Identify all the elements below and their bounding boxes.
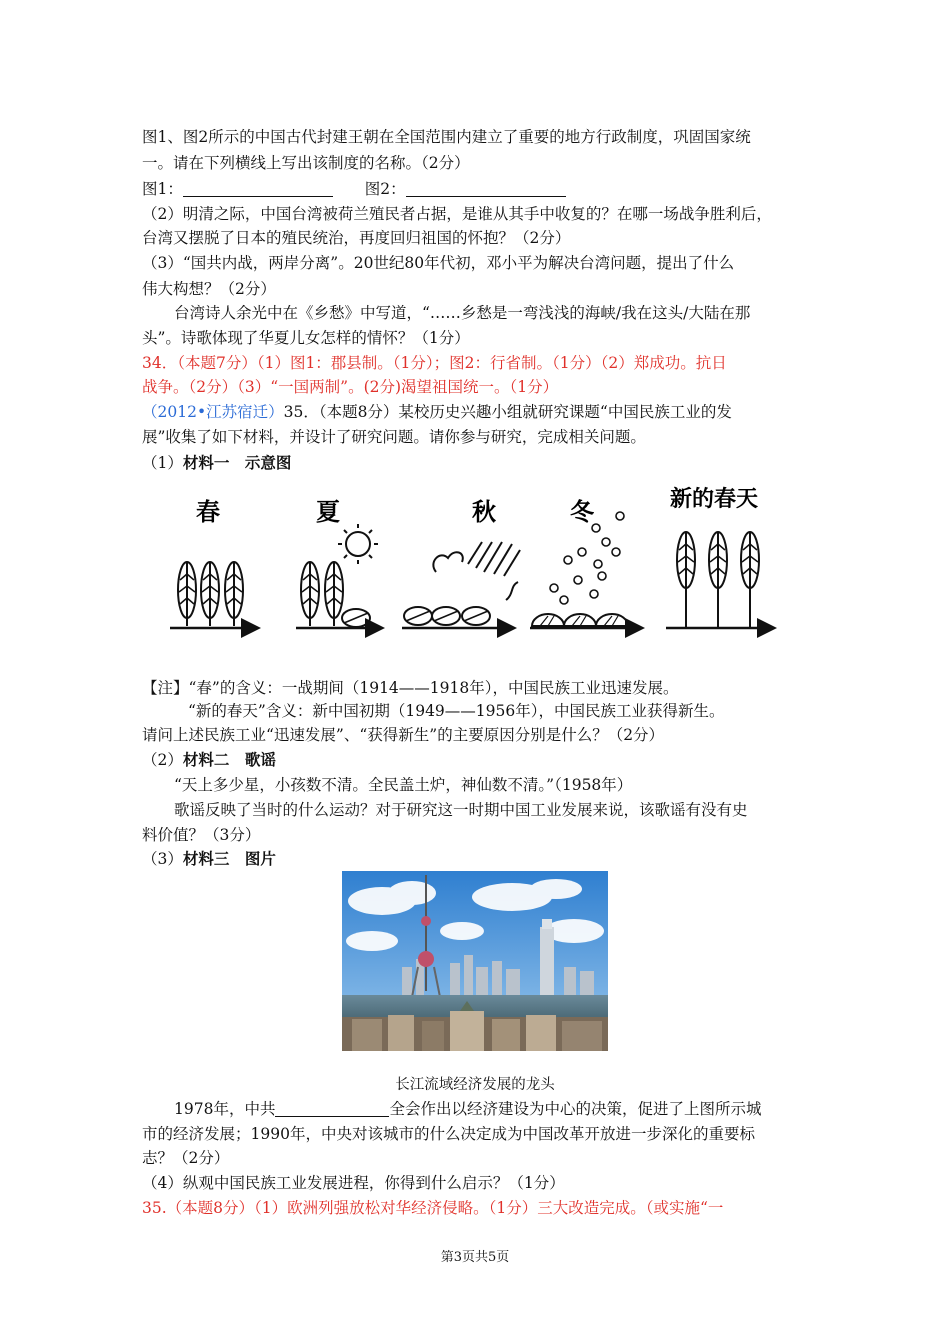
m3-question-line1 [174, 1098, 761, 1120]
fig1-label: 图1： [142, 180, 183, 198]
q34-answer-blanks [142, 178, 566, 200]
m1-title: 材料一 示意图 [182, 453, 292, 472]
ballad-text: “天上多少星，小孩数不清。全民盖土炉，神仙数不清。”（1958年） [174, 776, 633, 794]
shanghai-skyline-photo [342, 871, 608, 1051]
note-line1: 【注】“春”的含义：一战期间（1914——1918年），中国民族工业迅速发展。 [142, 679, 679, 697]
q35-material1-heading [142, 452, 291, 474]
m3-label: （3） [142, 850, 183, 868]
q34-part2-line2: 台湾又摆脱了日本的殖民统治，再度回归祖国的怀抱？（2分） [142, 229, 571, 247]
q34-intro-line2: 一。请在下列横线上写出该制度的名称。（2分） [142, 154, 470, 172]
q34-poem-line1: 台湾诗人余光中在《乡愁》中写道，“……乡愁是一弯浅浅的海峡/我在这头/大陆在那 [174, 304, 751, 322]
plenum-blank[interactable] [275, 1100, 389, 1117]
season-label-summer: 夏 [316, 498, 340, 526]
winter-mounds [532, 614, 628, 626]
page-footer: 第3页共5页 [440, 1250, 510, 1265]
q34-part3-line2: 伟大构想？（2分） [142, 280, 276, 298]
m3-question-line2: 市的经济发展；1990年，中央对该城市的什么决定成为中国改革开放进一步深化的重要标 [142, 1125, 755, 1143]
m2-title: 材料二 歌谣 [182, 750, 276, 769]
season-diagram [150, 476, 790, 648]
q34-part3-line1: （3）“国共内战，两岸分离”。20世纪80年代初，邓小平为解决台湾问题，提出了什么 [142, 254, 735, 272]
q34-intro-line1: 图1、图2所示的中国古代封建王朝在全国范围内建立了重要的地方行政制度，巩固国家统 [142, 128, 751, 146]
q35-head-line1 [142, 401, 732, 423]
q35-material2-heading [142, 749, 276, 771]
autumn-fallen-leaves [404, 607, 490, 625]
m1-label: （1） [142, 454, 183, 472]
m1-question: 请问上述民族工业“迅速发展”、“获得新生”的主要原因分别是什么？（2分） [142, 726, 665, 744]
q34-answer-line1: 34．（本题7分）（1）图1：郡县制。（1分）；图2：行省制。（1分）（2）郑成功。抗日 [142, 354, 727, 372]
season-label-autumn: 秋 [472, 498, 496, 526]
note-line2: “新的春天”含义：新中国初期（1949——1956年），中国民族工业获得新生。 [188, 702, 725, 720]
m3-q-part2: 全会作出以经济建设为中心的决策，促进了上图所示城 [389, 1100, 762, 1118]
m3-question-line3: 志？（2分） [142, 1149, 230, 1167]
new-spring-plants [677, 532, 759, 628]
fig2-blank[interactable] [406, 180, 566, 197]
q35-head-line2: 展”收集了如下材料，并设计了研究问题。请你参与研究，完成相关问题。 [142, 428, 646, 446]
q34-poem-line2: 头”。诗歌体现了华夏儿女怎样的情怀？（1分） [142, 329, 470, 347]
m2-question-line2: 料价值？（3分） [142, 826, 261, 844]
m2-label: （2） [142, 751, 183, 769]
q35-material3-heading [142, 848, 276, 870]
fig1-blank[interactable] [183, 180, 333, 197]
m2-question-line1: 歌谣反映了当时的什么运动？对于研究这一时期中国工业发展来说，该歌谣有没有史 [174, 801, 748, 819]
summer-plants [301, 562, 370, 627]
q35-source-tag: （2012•江苏宿迁） [142, 403, 284, 421]
fig2-label: 图2： [364, 180, 406, 198]
season-label-spring: 春 [196, 498, 220, 526]
tall-tower [540, 927, 554, 997]
season-label-new-spring: 新的春天 [669, 487, 759, 512]
spring-plants [178, 562, 243, 626]
m3-q-part1: 1978年，中共 [174, 1100, 276, 1118]
photo-caption: 长江流域经济发展的龙头 [395, 1077, 555, 1093]
m3-title: 材料三 图片 [182, 849, 276, 868]
q34-part2-line1: （2）明清之际，中国台湾被荷兰殖民者占据，是谁从其手中收复的？在哪一场战争胜利后， [142, 205, 772, 223]
sun-icon [338, 524, 378, 564]
wind-rain-icon [433, 542, 520, 600]
q34-answer-line2: 战争。（2分）（3）“一国两制”。(2分)渴望祖国统一。（1分） [142, 378, 559, 396]
q35-part4: （4）纵观中国民族工业发展进程，你得到什么启示？（1分） [142, 1174, 565, 1192]
q35-answer-line1: 35.（本题8分）（1）欧洲列强放松对华经济侵略。（1分）三大改造完成。（或实施“一 [142, 1199, 724, 1217]
season-label-winter: 冬 [570, 498, 594, 526]
q35-head-text: 35．（本题8分）某校历史兴趣小组就研究课题“中国民族工业的发 [283, 403, 732, 421]
